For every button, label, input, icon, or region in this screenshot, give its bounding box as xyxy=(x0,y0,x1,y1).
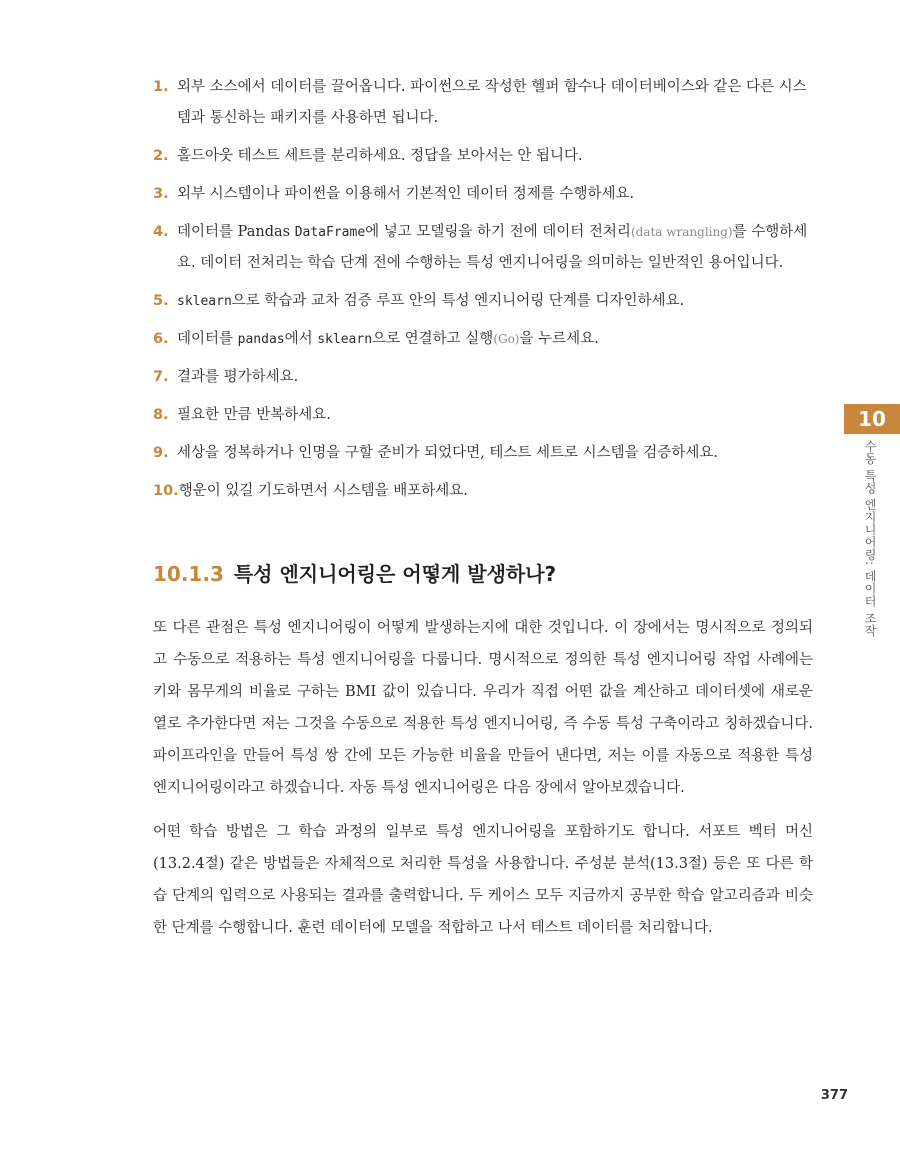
step-text-part: 데이터를 Pandas xyxy=(177,224,295,240)
step-text-part: 에서 xyxy=(284,331,318,347)
list-item xyxy=(153,72,813,134)
term-note: (Go) xyxy=(493,332,520,346)
page-number: 377 xyxy=(820,1088,848,1103)
step-text-part: 데이터를 xyxy=(177,331,238,347)
step-text-part: 으로 연결하고 실행 xyxy=(372,331,494,347)
step-text-part: 에 넣고 모델링을 하기 전에 데이터 전처리 xyxy=(365,224,631,240)
list-item xyxy=(153,179,813,210)
list-item xyxy=(153,476,813,507)
step-text xyxy=(177,217,813,279)
code-dataframe: DataFrame xyxy=(294,225,366,240)
step-text-part: 으로 학습과 교차 검증 루프 안의 특성 엔지니어링 단계를 디자인하세요. xyxy=(231,293,685,309)
step-number: 4. xyxy=(153,224,169,240)
body-text xyxy=(153,612,813,956)
section-title: 특성 엔지니어링은 어떻게 발생하나? xyxy=(233,562,557,586)
list-item xyxy=(153,217,813,279)
step-text: 외부 소스에서 데이터를 끌어옵니다. 파이썬으로 작성한 헬퍼 함수나 데이터베이스와 같은 다른 시스템과 통신하는 패키지를 사용하면 됩니다. xyxy=(177,79,807,126)
list-item xyxy=(153,362,813,393)
section-number: 10.1.3 xyxy=(153,562,224,586)
step-number: 7. xyxy=(153,369,169,385)
step-text-part: 을 누르세요. xyxy=(519,331,599,347)
step-number: 6. xyxy=(153,331,169,347)
code-sklearn: sklearn xyxy=(177,294,232,309)
numbered-steps-list xyxy=(153,72,813,514)
step-text: 홀드아웃 테스트 세트를 분리하세요. 정답을 보아서는 안 됩니다. xyxy=(177,148,583,164)
step-number: 5. xyxy=(153,293,169,309)
step-text: 필요한 만큼 반복하세요. xyxy=(177,407,331,423)
step-text: 결과를 평가하세요. xyxy=(177,369,299,385)
step-number: 8. xyxy=(153,407,169,423)
step-text: 세상을 정복하거나 인명을 구할 준비가 되었다면, 테스트 세트로 시스템을 검증하세요. xyxy=(177,445,718,461)
step-text xyxy=(177,286,813,317)
step-number: 3. xyxy=(153,186,169,202)
code-pandas: pandas xyxy=(237,332,285,347)
step-text: 외부 시스템이나 파이썬을 이용해서 기본적인 데이터 정제를 수행하세요. xyxy=(177,186,635,202)
code-sklearn: sklearn xyxy=(317,332,373,347)
list-item xyxy=(153,286,813,317)
list-item xyxy=(153,438,813,469)
step-text: 행운이 있길 기도하면서 시스템을 배포하세요. xyxy=(178,483,468,499)
step-number: 9. xyxy=(153,445,169,461)
list-item xyxy=(153,324,813,355)
chapter-tab: 10 xyxy=(844,404,900,434)
step-number: 1. xyxy=(153,79,169,95)
paragraph: 또 다른 관점은 특성 엔지니어링이 어떻게 발생하는지에 대한 것입니다. 이 장에서는 명시적으로 정의되고 수동으로 적용하는 특성 엔지니어링을 다룹니다. 명시적으로 정의한 특성 엔지니어링 작업 사례에는 키와 몸무게의 비율로 구하는 BMI 값이 있습니다. 우리가 직접 어떤 값을 계산하고 데이터셋에 새로운 열로 추가한다면 저는 그것을 수동으로 적용한 특성 엔지니어링, 즉 수동 특성 구축이라고 칭하겠습니다. 파이프라인을 만들어 특성 쌍 간에 모든 가능한 비율을 만들어 낸다면, 저는 이를 자동으로 적용한 특성 엔지니어링이라고 하겠습니다. 자동 특성 엔지니어링은 다음 장에서 알아보겠습니다. xyxy=(153,620,813,796)
step-text-part: 를 수행하세요. 데이터 전처리는 학습 단계 전에 수행하는 특성 엔지니어링을 의미하는 일반적인 용어입니다. xyxy=(177,224,808,271)
step-text xyxy=(177,324,813,355)
step-number: 2. xyxy=(153,148,169,164)
paragraph: 어떤 학습 방법은 그 학습 과정의 일부로 특성 엔지니어링을 포함하기도 합니다. 서포트 벡터 머신(13.2.4절) 같은 방법들은 자체적으로 처리한 특성을 사용합니다. 주성분 분석(13.3절) 등은 또 다른 학습 단계의 입력으로 사용되는 결과를 출력합니다. 두 케이스 모두 지금까지 공부한 학습 알고리즘과 비슷한 단계를 수행합니다. 훈련 데이터에 모델을 적합하고 나서 테스트 데이터를 처리합니다. xyxy=(153,824,813,936)
list-item xyxy=(153,400,813,431)
term-note: (data wrangling) xyxy=(630,225,733,239)
list-item xyxy=(153,141,813,172)
chapter-title: 수동 특성 엔지니어링: 데이터 조작 xyxy=(863,440,877,637)
section-heading xyxy=(153,558,556,587)
step-number: 10. xyxy=(153,483,179,499)
